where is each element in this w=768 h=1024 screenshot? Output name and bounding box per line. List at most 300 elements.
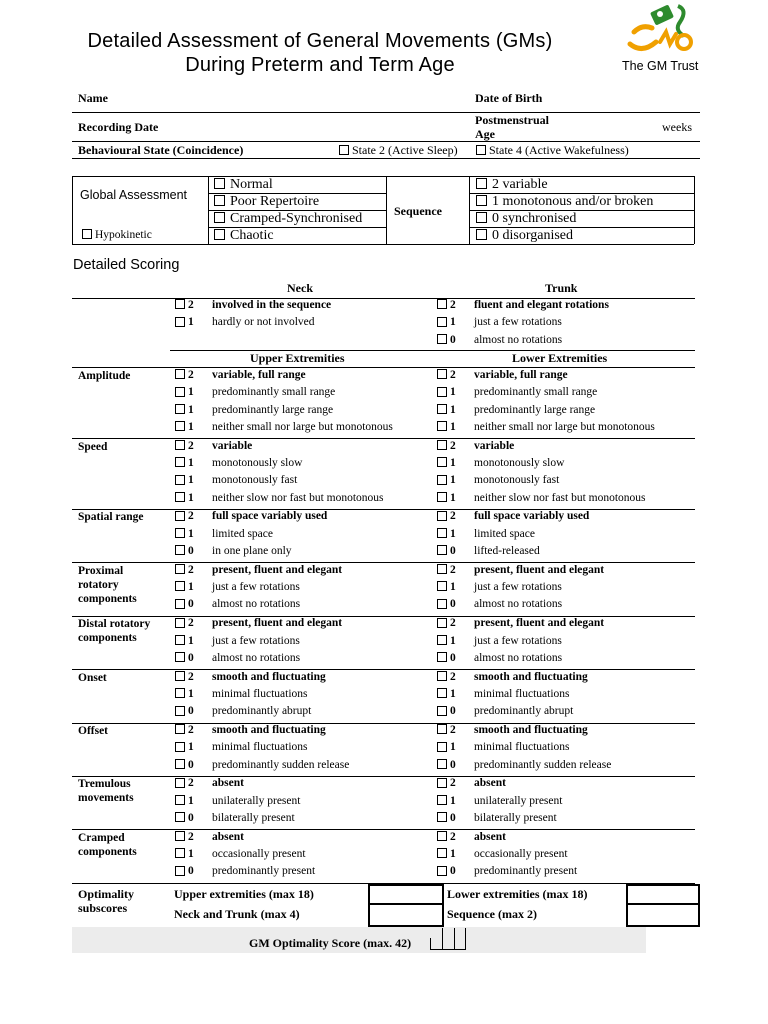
checkbox[interactable]: [214, 212, 225, 223]
divider: [72, 438, 695, 439]
checkbox[interactable]: [437, 511, 447, 521]
behavioural-state-label: Behavioural State (Coincidence): [78, 143, 244, 157]
checkbox[interactable]: [175, 369, 185, 379]
logo-label: The GM Trust: [622, 59, 699, 73]
score-option[interactable]: [175, 635, 300, 647]
score-option[interactable]: [437, 777, 506, 789]
score-option[interactable]: [437, 369, 568, 381]
score-description: predominantly sudden release: [474, 758, 612, 771]
checkbox[interactable]: [175, 706, 185, 716]
category-label: Onset: [78, 671, 107, 684]
score-value: 1: [450, 581, 456, 594]
score-value: 1: [450, 634, 456, 647]
checkbox[interactable]: [175, 795, 185, 805]
score-option[interactable]: [175, 492, 384, 504]
score-value: 1: [450, 741, 456, 754]
score-description: variable: [212, 439, 253, 452]
sequence-max: Sequence (max 2): [447, 907, 537, 921]
score-value: 1: [188, 474, 194, 487]
upper-extremities-heading: Upper Extremities: [250, 351, 345, 365]
category-label: Proximal rotatory components: [78, 564, 137, 605]
score-option[interactable]: [437, 404, 595, 416]
checkbox[interactable]: [437, 564, 447, 574]
score-option[interactable]: [437, 598, 562, 610]
checkbox[interactable]: [437, 671, 447, 681]
sequence-option-variable[interactable]: [476, 177, 548, 193]
score-description: monotonously fast: [474, 474, 560, 487]
global-option-chaotic[interactable]: [214, 228, 274, 244]
checkbox[interactable]: [214, 195, 225, 206]
checkbox[interactable]: [437, 635, 447, 645]
checkbox[interactable]: [175, 387, 185, 397]
score-value: 2: [450, 563, 456, 576]
score-option[interactable]: [437, 671, 588, 683]
score-value: 0: [450, 758, 456, 771]
lower-extremities-score-box[interactable]: [626, 884, 700, 905]
score-value: 1: [450, 527, 456, 540]
score-value: 0: [450, 705, 456, 718]
checkbox[interactable]: [437, 831, 447, 841]
checkbox[interactable]: [339, 145, 349, 155]
checkbox[interactable]: [175, 742, 185, 752]
category-label: Speed: [78, 440, 108, 453]
score-description: predominantly present: [474, 865, 578, 878]
score-option[interactable]: [437, 812, 557, 824]
score-option[interactable]: [437, 617, 604, 629]
score-value: 0: [188, 598, 194, 611]
score-description: unilaterally present: [212, 794, 301, 807]
checkbox[interactable]: [175, 421, 185, 431]
neck-trunk-max: Neck and Trunk (max 4): [174, 907, 300, 921]
score-value: 0: [188, 758, 194, 771]
score-description: bilaterally present: [212, 812, 295, 824]
score-value: 2: [450, 510, 456, 523]
score-option[interactable]: [437, 581, 562, 593]
score-option[interactable]: [437, 386, 597, 398]
score-description: just a few rotations: [212, 581, 300, 594]
title-line-2: During Preterm and Term Age: [185, 54, 455, 76]
score-description: absent: [212, 830, 244, 843]
score-description: just a few rotations: [212, 634, 300, 647]
score-value: 2: [188, 439, 194, 452]
score-description: predominantly small range: [474, 386, 598, 399]
score-option[interactable]: [175, 564, 342, 576]
score-description: full space variably used: [212, 510, 328, 523]
global-option-cramped-synchronised[interactable]: [214, 211, 362, 227]
option-label: Normal: [230, 177, 273, 192]
score-description: involved in the sequence: [212, 299, 332, 311]
score-description: monotonously slow: [212, 457, 303, 469]
score-description: monotonously fast: [212, 474, 298, 487]
score-description: smooth and fluctuating: [474, 724, 588, 736]
score-description: full space variably used: [474, 510, 590, 523]
checkbox[interactable]: [175, 492, 185, 502]
score-option[interactable]: [175, 581, 300, 593]
score-description: variable, full range: [212, 369, 306, 381]
score-description: fluent and elegant rotations: [474, 299, 609, 311]
pma-label: [475, 113, 549, 141]
score-value: 1: [188, 848, 194, 861]
score-option[interactable]: [175, 440, 252, 452]
checkbox[interactable]: [476, 195, 487, 206]
checkbox[interactable]: [437, 795, 447, 805]
score-option[interactable]: [437, 492, 646, 504]
hypokinetic-option[interactable]: [82, 229, 152, 241]
category-label: Offset: [78, 725, 109, 737]
score-value: 1: [450, 794, 456, 807]
score-description: almost no rotations: [212, 651, 301, 664]
score-description: just a few rotations: [474, 634, 562, 647]
checkbox[interactable]: [175, 440, 185, 450]
score-description: variable, full range: [474, 369, 568, 381]
state4-option[interactable]: [476, 143, 629, 158]
checkbox[interactable]: [437, 404, 447, 414]
score-value: 1: [450, 316, 456, 329]
score-option[interactable]: [175, 598, 300, 610]
checkbox[interactable]: [437, 724, 447, 734]
checkbox[interactable]: [437, 317, 447, 327]
score-value: 1: [188, 457, 194, 469]
score-option[interactable]: [175, 369, 306, 381]
score-value: 1: [450, 687, 456, 700]
score-option[interactable]: [175, 528, 273, 540]
score-option[interactable]: [437, 741, 570, 753]
score-option[interactable]: [175, 474, 297, 486]
checkbox[interactable]: [437, 334, 447, 344]
checkbox[interactable]: [175, 475, 185, 485]
checkbox[interactable]: [175, 599, 185, 609]
score-description: minimal fluctuations: [212, 687, 308, 700]
upper-extremities-score-box[interactable]: [368, 884, 444, 905]
checkbox[interactable]: [175, 724, 185, 734]
score-value: 2: [188, 510, 194, 523]
score-option[interactable]: [437, 564, 604, 576]
score-description: neither slow nor fast but monotonous: [212, 491, 384, 504]
score-description: absent: [212, 777, 244, 790]
checkbox[interactable]: [437, 457, 447, 467]
checkbox[interactable]: [437, 599, 447, 609]
score-option[interactable]: [437, 510, 589, 522]
score-option[interactable]: [175, 421, 393, 433]
divider: [72, 158, 700, 159]
optimality-label-line2: subscores: [78, 901, 128, 915]
score-value: 1: [188, 491, 194, 504]
checkbox[interactable]: [437, 742, 447, 752]
score-option[interactable]: [437, 635, 562, 647]
score-value: 1: [188, 687, 194, 700]
divider: [72, 723, 695, 724]
checkbox[interactable]: [437, 299, 447, 309]
score-value: 2: [450, 724, 456, 736]
score-option[interactable]: [175, 724, 326, 736]
score-option[interactable]: [437, 316, 562, 328]
score-value: 2: [188, 777, 194, 790]
checkbox[interactable]: [175, 671, 185, 681]
score-value: 0: [450, 865, 456, 878]
score-description: neither small nor large but monotonous: [474, 420, 655, 433]
score-value: 2: [450, 617, 456, 630]
checkbox[interactable]: [476, 145, 486, 155]
checkbox[interactable]: [175, 652, 185, 662]
total-score-label: GM Optimality Score (max. 42): [249, 936, 412, 950]
checkbox[interactable]: [476, 212, 487, 223]
checkbox[interactable]: [437, 866, 447, 876]
checkbox[interactable]: [437, 812, 447, 822]
gm-trust-logo-icon: [620, 2, 710, 60]
divider: [170, 350, 695, 351]
score-option[interactable]: [437, 795, 562, 807]
checkbox[interactable]: [175, 299, 185, 309]
checkbox[interactable]: [175, 759, 185, 769]
score-description: predominantly small range: [212, 386, 336, 399]
checkbox[interactable]: [214, 229, 225, 240]
score-option[interactable]: [437, 334, 562, 346]
score-description: occasionally present: [212, 848, 306, 861]
score-option[interactable]: [175, 671, 326, 683]
checkbox[interactable]: [175, 778, 185, 788]
option-label: 0 disorganised: [492, 228, 574, 243]
neck-trunk-score-box[interactable]: [368, 903, 444, 927]
score-option[interactable]: [175, 510, 327, 522]
checkbox[interactable]: [175, 511, 185, 521]
score-option[interactable]: [175, 457, 302, 469]
checkbox[interactable]: [476, 229, 487, 240]
score-value: 1: [188, 581, 194, 594]
score-option[interactable]: [175, 386, 335, 398]
score-description: just a few rotations: [474, 316, 562, 329]
score-value: 0: [450, 812, 456, 824]
score-value: 2: [450, 299, 456, 311]
score-description: limited space: [212, 527, 273, 540]
score-description: smooth and fluctuating: [212, 670, 326, 683]
score-option[interactable]: [175, 795, 300, 807]
global-assessment-label: Global Assessment: [80, 188, 187, 202]
score-description: predominantly abrupt: [474, 705, 574, 718]
category-label: Tremulous movements: [78, 778, 134, 805]
category-label: Cramped components: [78, 831, 137, 858]
score-value: 0: [450, 651, 456, 664]
score-description: absent: [474, 777, 506, 790]
category-label: Distal rotatory components: [78, 618, 151, 645]
checkbox[interactable]: [175, 812, 185, 822]
checkbox[interactable]: [437, 545, 447, 555]
score-value: 1: [188, 634, 194, 647]
pma-label-line2: Age: [475, 127, 495, 141]
checkbox[interactable]: [437, 848, 447, 858]
score-option[interactable]: [175, 812, 295, 824]
score-option[interactable]: [437, 299, 609, 311]
score-value: 2: [188, 670, 194, 683]
score-description: minimal fluctuations: [474, 741, 570, 754]
checkbox[interactable]: [175, 618, 185, 628]
score-description: almost no rotations: [474, 598, 563, 611]
option-label: 1 monotonous and/or broken: [492, 194, 654, 209]
score-option[interactable]: [437, 545, 540, 557]
score-option[interactable]: [437, 652, 562, 664]
score-option[interactable]: [175, 299, 331, 311]
trunk-heading: Trunk: [545, 281, 578, 295]
divider: [72, 669, 695, 670]
checkbox[interactable]: [175, 688, 185, 698]
checkbox[interactable]: [437, 528, 447, 538]
score-description: in one plane only: [212, 545, 292, 557]
checkbox[interactable]: [476, 178, 487, 189]
score-value: 2: [188, 724, 194, 736]
score-value: 2: [450, 439, 456, 452]
checkbox[interactable]: [175, 866, 185, 876]
weeks-label: weeks: [662, 120, 692, 134]
checkbox[interactable]: [175, 581, 185, 591]
score-value: 1: [450, 403, 456, 416]
score-option[interactable]: [175, 831, 244, 843]
checkbox[interactable]: [437, 618, 447, 628]
checkbox[interactable]: [175, 404, 185, 414]
global-option-poor-repertoire[interactable]: [214, 194, 319, 210]
score-value: 2: [450, 369, 456, 381]
global-option-normal[interactable]: [214, 177, 273, 193]
score-option[interactable]: [437, 440, 514, 452]
score-description: occasionally present: [474, 848, 568, 861]
score-option[interactable]: [175, 404, 333, 416]
score-option[interactable]: [437, 528, 535, 540]
form-title: [40, 29, 600, 77]
score-option[interactable]: [175, 705, 311, 717]
state2-option[interactable]: [339, 143, 458, 158]
checkbox[interactable]: [437, 652, 447, 662]
score-value: 2: [188, 617, 194, 630]
checkbox[interactable]: [437, 387, 447, 397]
optimality-label-line1: Optimality: [78, 887, 134, 901]
score-description: neither slow nor fast but monotonous: [474, 491, 646, 504]
score-description: monotonously slow: [474, 457, 565, 469]
score-description: unilaterally present: [474, 794, 563, 807]
state2-label: State 2 (Active Sleep): [352, 143, 458, 157]
score-option[interactable]: [437, 421, 655, 433]
state4-label: State 4 (Active Wakefulness): [489, 143, 629, 157]
sequence-option-synchronised[interactable]: [476, 211, 576, 227]
score-option[interactable]: [175, 759, 349, 771]
checkbox[interactable]: [82, 229, 92, 239]
total-score-input[interactable]: [430, 928, 466, 950]
dob-label: Date of Birth: [475, 91, 543, 105]
score-value: 2: [188, 830, 194, 843]
checkbox[interactable]: [437, 492, 447, 502]
checkbox[interactable]: [175, 528, 185, 538]
score-value: 2: [188, 563, 194, 576]
score-description: minimal fluctuations: [474, 687, 570, 700]
option-label: 2 variable: [492, 177, 548, 192]
checkbox[interactable]: [437, 581, 447, 591]
sequence-label: Sequence: [394, 204, 442, 218]
sequence-option-monotonous[interactable]: [476, 194, 653, 210]
score-value: 1: [450, 491, 456, 504]
checkbox[interactable]: [175, 564, 185, 574]
score-description: bilaterally present: [474, 812, 557, 824]
score-option[interactable]: [437, 688, 570, 700]
lower-extremities-heading: Lower Extremities: [512, 351, 608, 365]
score-option[interactable]: [175, 777, 244, 789]
score-option[interactable]: [437, 474, 559, 486]
score-value: 1: [450, 457, 456, 469]
checkbox[interactable]: [437, 475, 447, 485]
category-label: Spatial range: [78, 511, 144, 524]
score-option[interactable]: [175, 848, 306, 860]
score-description: present, fluent and elegant: [212, 563, 343, 576]
score-description: variable: [474, 439, 515, 452]
divider: [72, 509, 695, 510]
score-option[interactable]: [437, 848, 568, 860]
checkbox[interactable]: [175, 317, 185, 327]
checkbox[interactable]: [437, 421, 447, 431]
pma-label-line1: Postmenstrual: [475, 113, 549, 127]
hypokinetic-label: Hypokinetic: [95, 229, 152, 241]
name-label: Name: [78, 91, 108, 105]
score-value: 2: [450, 830, 456, 843]
score-description: almost no rotations: [212, 598, 301, 611]
score-option[interactable]: [175, 316, 315, 328]
score-description: neither small nor large but monotonous: [212, 420, 393, 433]
divider: [72, 367, 695, 368]
score-option[interactable]: [437, 759, 611, 771]
divider: [72, 112, 700, 113]
score-value: 1: [188, 527, 194, 540]
score-option[interactable]: [175, 652, 300, 664]
checkbox[interactable]: [175, 457, 185, 467]
score-option[interactable]: [437, 457, 564, 469]
divider: [72, 829, 695, 830]
divider: [72, 776, 695, 777]
score-value: 2: [450, 670, 456, 683]
score-description: lifted-released: [474, 545, 540, 557]
score-description: predominantly present: [212, 865, 316, 878]
checkbox[interactable]: [175, 635, 185, 645]
checkbox[interactable]: [214, 178, 225, 189]
checkbox[interactable]: [437, 440, 447, 450]
score-option[interactable]: [437, 831, 506, 843]
sequence-option-disorganised[interactable]: [476, 228, 573, 244]
score-value: 1: [188, 794, 194, 807]
checkbox[interactable]: [437, 688, 447, 698]
score-description: predominantly abrupt: [212, 705, 312, 718]
option-label: Cramped-Synchronised: [230, 211, 363, 226]
score-description: almost no rotations: [474, 333, 563, 346]
checkbox[interactable]: [437, 759, 447, 769]
score-option[interactable]: [175, 688, 308, 700]
checkbox[interactable]: [437, 706, 447, 716]
lower-extremities-max: Lower extremities (max 18): [447, 887, 588, 901]
checkbox[interactable]: [437, 369, 447, 379]
score-option[interactable]: [175, 545, 292, 557]
score-option[interactable]: [175, 741, 308, 753]
checkbox[interactable]: [175, 545, 185, 555]
score-value: 1: [188, 403, 194, 416]
score-value: 0: [188, 651, 194, 664]
score-description: present, fluent and elegant: [212, 617, 343, 630]
score-option[interactable]: [437, 865, 577, 877]
score-value: 0: [450, 545, 456, 557]
category-label: Amplitude: [78, 370, 131, 382]
checkbox[interactable]: [175, 831, 185, 841]
checkbox[interactable]: [175, 848, 185, 858]
score-value: 0: [188, 545, 194, 557]
sequence-score-box[interactable]: [626, 903, 700, 927]
checkbox[interactable]: [437, 778, 447, 788]
score-option[interactable]: [175, 865, 315, 877]
score-option[interactable]: [437, 705, 573, 717]
score-option[interactable]: [437, 724, 588, 736]
score-option[interactable]: [175, 617, 342, 629]
recording-date-label: Recording Date: [78, 120, 159, 134]
